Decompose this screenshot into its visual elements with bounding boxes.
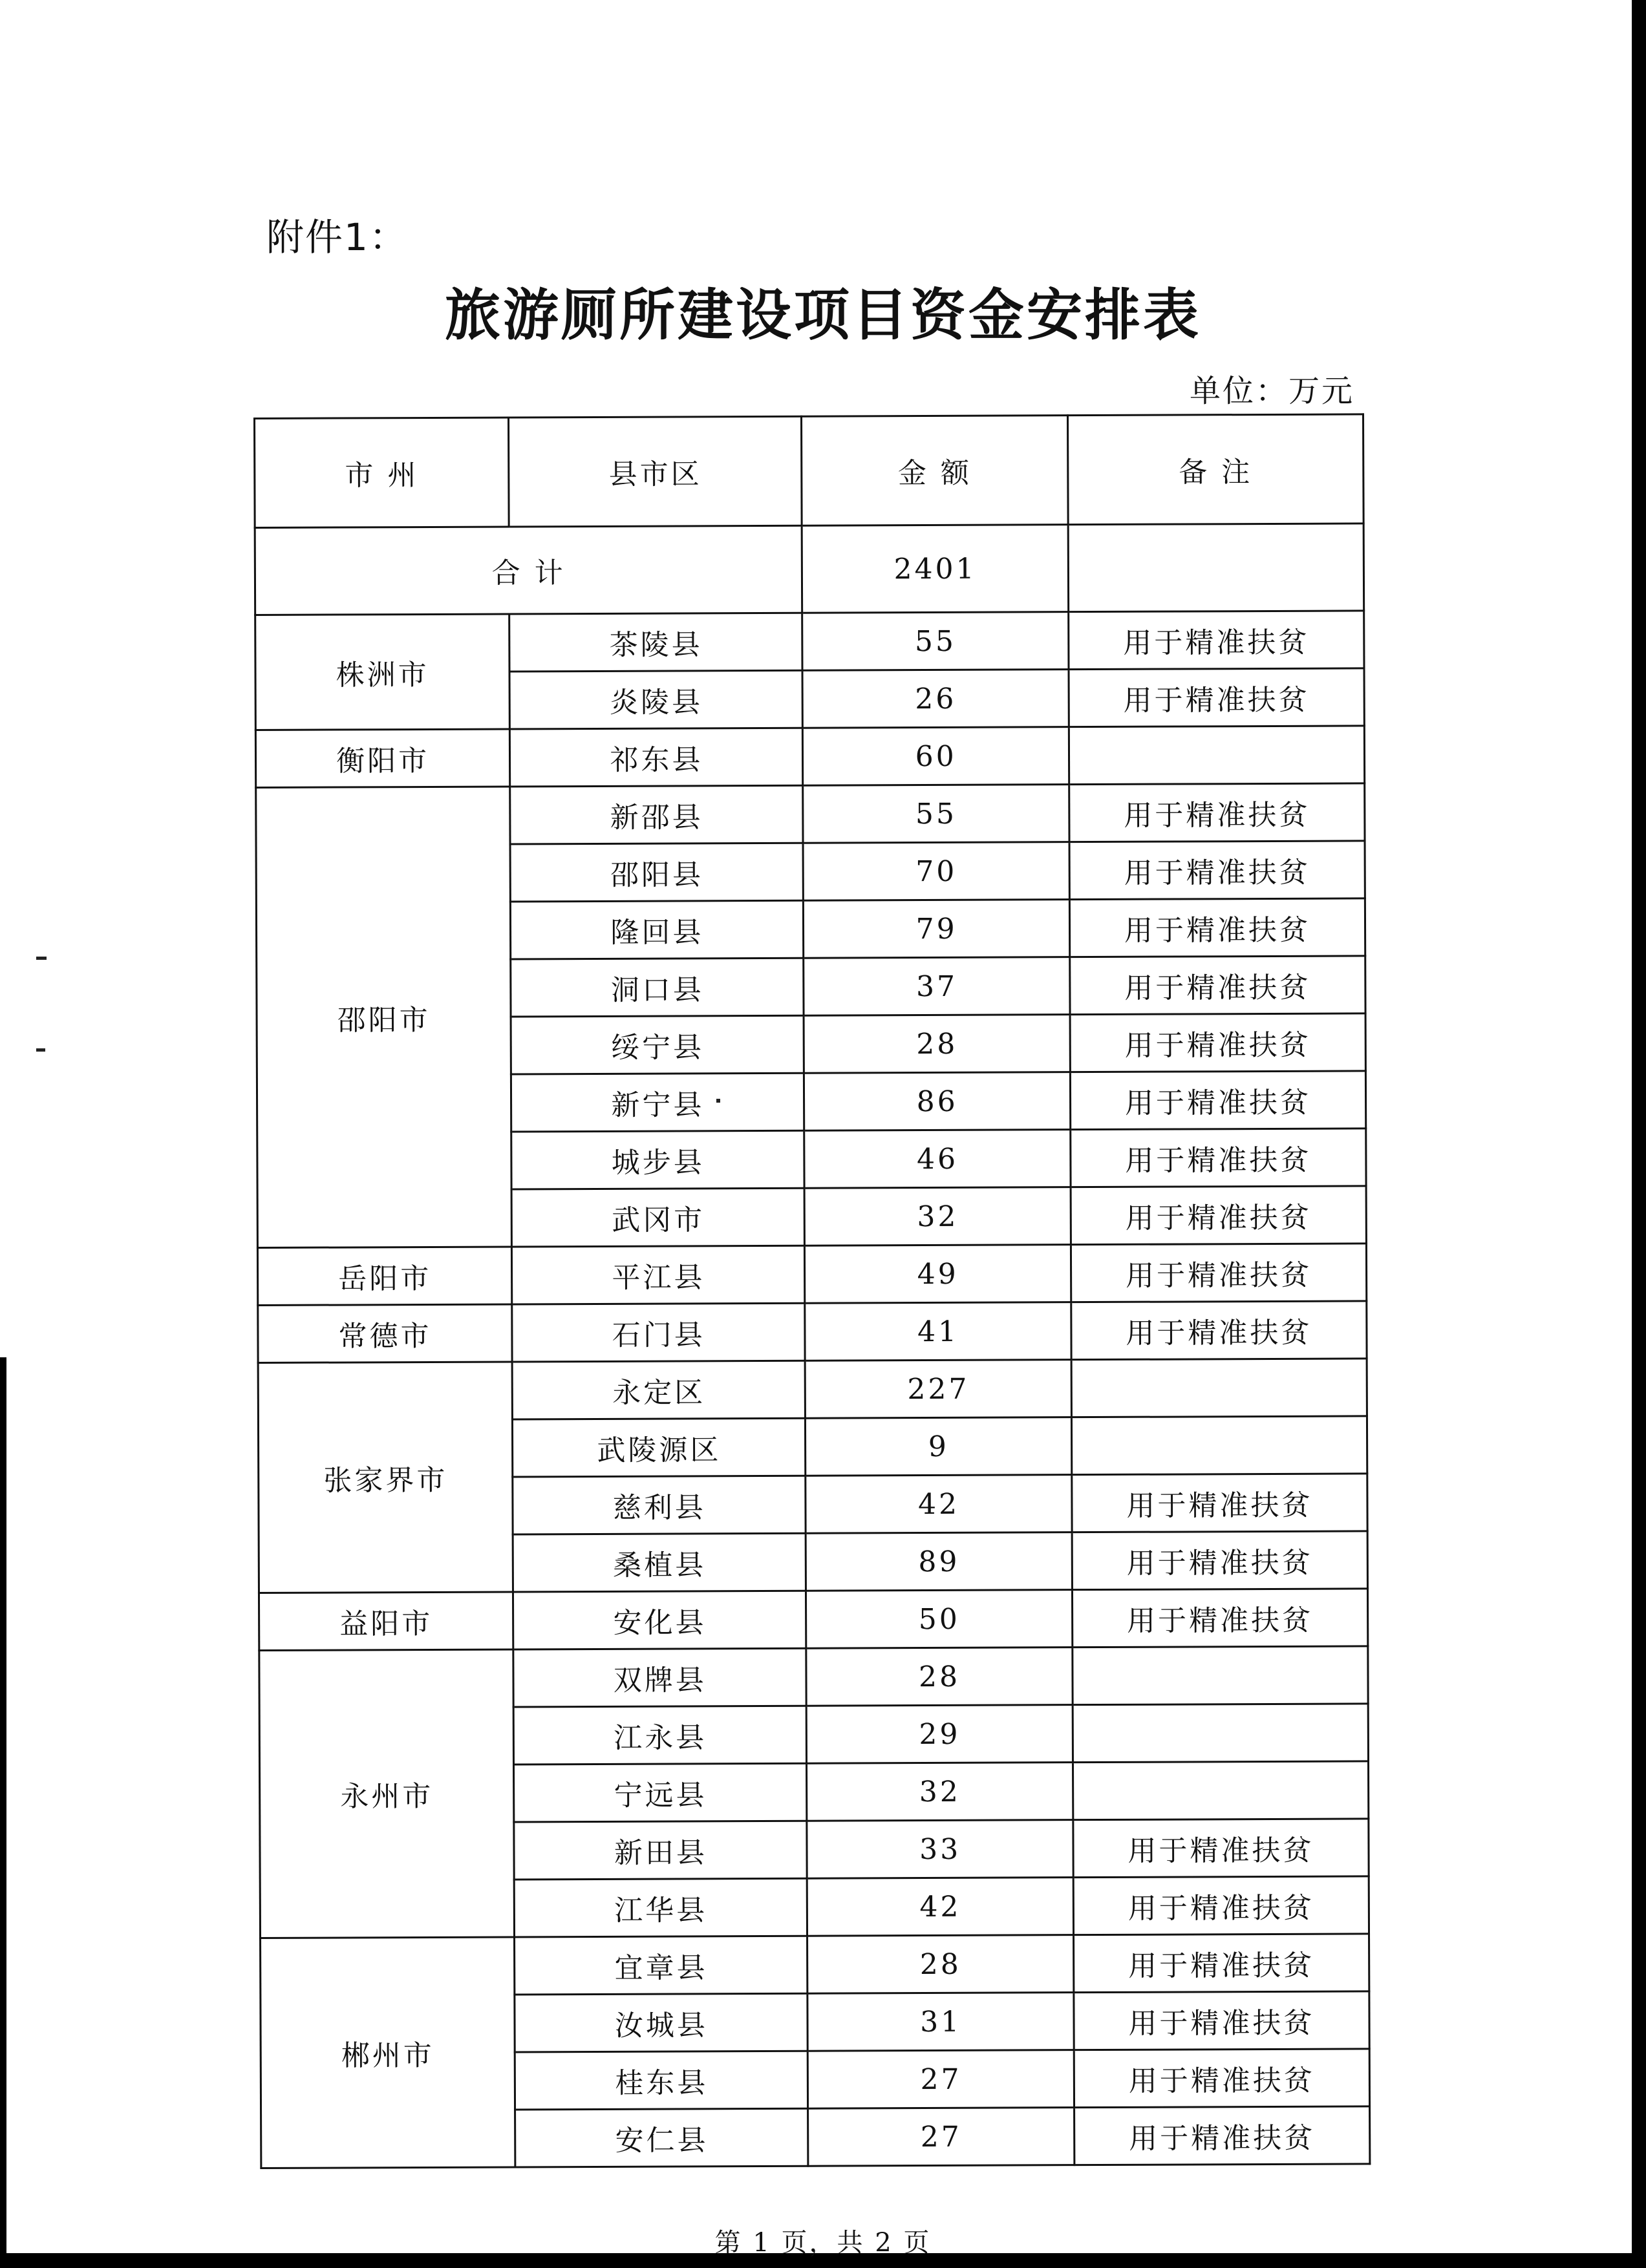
total-row — [255, 524, 1364, 615]
remark-cell: 用于精准扶贫 — [1070, 956, 1365, 1015]
table-row — [258, 1359, 1367, 1421]
amount-cell: 70 — [803, 842, 1069, 901]
amount-cell: 32 — [807, 1763, 1073, 1821]
amount-cell: 42 — [806, 1475, 1072, 1534]
remark-cell: 用于精准扶贫 — [1074, 1991, 1369, 2050]
amount-cell: 26 — [802, 670, 1069, 728]
amount-cell: 50 — [806, 1590, 1073, 1649]
remark-cell — [1071, 1416, 1367, 1475]
amount-cell: 79 — [804, 900, 1070, 959]
county-cell: 桂东县 — [515, 2051, 807, 2110]
header-remark: 备 注 — [1067, 414, 1363, 525]
remark-cell: 用于精准扶贫 — [1072, 1531, 1367, 1590]
table-row — [258, 1301, 1367, 1363]
city-cell: 邵阳市 — [256, 787, 512, 1248]
city-cell: 岳阳市 — [257, 1247, 512, 1306]
county-cell: 安化县 — [513, 1591, 806, 1649]
city-cell: 株洲市 — [255, 614, 510, 730]
remark-cell: 用于精准扶贫 — [1072, 1474, 1367, 1532]
remark-cell: 用于精准扶贫 — [1069, 841, 1365, 900]
county-cell: 隆回县 — [511, 900, 804, 959]
remark-cell: 用于精准扶贫 — [1069, 898, 1365, 957]
remark-cell: 用于精准扶贫 — [1071, 1244, 1366, 1302]
county-cell: 茶陵县 — [509, 613, 802, 672]
county-cell: 宁远县 — [514, 1763, 807, 1822]
city-cell: 郴州市 — [261, 1937, 516, 2168]
amount-cell: 28 — [804, 1015, 1070, 1074]
remark-cell: 用于精准扶贫 — [1071, 1301, 1367, 1360]
document-title: 旅游厕所建设项目资金安排表 — [445, 282, 1201, 348]
amount-cell: 27 — [808, 2108, 1074, 2167]
county-cell: 江华县 — [514, 1878, 807, 1937]
header-county: 县市区 — [509, 416, 802, 527]
amount-cell: 49 — [805, 1245, 1071, 1304]
header-city: 市 州 — [255, 418, 509, 528]
scan-speck — [36, 957, 47, 960]
county-cell: 汝城县 — [515, 1993, 807, 2052]
remark-cell: 用于精准扶贫 — [1069, 668, 1364, 727]
county-cell: 桑植县 — [513, 1533, 806, 1592]
amount-cell: 41 — [805, 1302, 1071, 1361]
table-row — [259, 1646, 1368, 1708]
county-cell: 慈利县 — [513, 1476, 806, 1534]
remark-cell: 用于精准扶贫 — [1070, 1013, 1365, 1072]
county-cell: 新邵县 — [510, 785, 803, 844]
remark-cell: 用于精准扶贫 — [1073, 1819, 1369, 1878]
annex-label: 附件1： — [266, 215, 408, 259]
amount-cell: 42 — [807, 1878, 1074, 1936]
amount-cell: 33 — [807, 1820, 1073, 1879]
amount-cell: 31 — [807, 1993, 1074, 2051]
county-cell: 新宁县 — [511, 1073, 804, 1132]
table-row — [255, 726, 1364, 788]
remark-cell: 用于精准扶贫 — [1073, 1934, 1369, 1993]
county-cell: 平江县 — [512, 1245, 805, 1304]
remark-cell: 用于精准扶贫 — [1073, 1876, 1369, 1935]
amount-cell: 27 — [808, 2050, 1074, 2109]
amount-cell: 46 — [804, 1130, 1071, 1189]
amount-cell: 9 — [806, 1417, 1072, 1476]
amount-cell: 32 — [805, 1187, 1071, 1246]
city-cell: 常德市 — [258, 1304, 513, 1363]
remark-cell: 用于精准扶贫 — [1071, 1186, 1366, 1245]
amount-cell: 60 — [803, 727, 1069, 786]
county-cell: 绥宁县 — [511, 1015, 804, 1074]
remark-cell: 用于精准扶贫 — [1072, 1589, 1367, 1648]
table-header-row — [255, 414, 1364, 528]
amount-cell: 227 — [806, 1360, 1072, 1419]
county-cell: 洞口县 — [511, 958, 804, 1017]
unit-note: 单位：万元 — [1190, 373, 1355, 409]
county-cell: 武陵源区 — [513, 1418, 806, 1477]
table-row — [257, 1244, 1366, 1306]
scan-border-left — [0, 1357, 6, 2253]
table-row — [259, 1589, 1367, 1651]
table-row — [261, 1934, 1369, 1996]
amount-cell: 55 — [802, 612, 1069, 671]
amount-cell: 28 — [806, 1648, 1073, 1706]
city-cell: 衡阳市 — [255, 729, 510, 788]
remark-cell — [1073, 1761, 1368, 1820]
remark-cell: 用于精准扶贫 — [1069, 783, 1365, 842]
city-cell: 益阳市 — [259, 1592, 513, 1651]
county-cell: 宜章县 — [515, 1936, 807, 1995]
remark-cell — [1073, 1704, 1368, 1763]
table-row — [256, 783, 1365, 845]
city-cell: 永州市 — [259, 1649, 515, 1938]
scan-speck — [36, 1048, 45, 1052]
county-cell: 新田县 — [514, 1821, 807, 1880]
total-label: 合 计 — [255, 525, 802, 615]
page-footer: 第 1 页，共 2 页 — [714, 2228, 932, 2258]
county-cell: 邵阳县 — [510, 843, 803, 902]
county-cell: 石门县 — [512, 1303, 805, 1362]
amount-cell: 29 — [807, 1705, 1073, 1764]
table-row — [255, 611, 1364, 673]
remark-cell — [1069, 726, 1364, 785]
total-remark — [1068, 524, 1364, 612]
amount-cell: 55 — [803, 785, 1069, 843]
county-cell: 祁东县 — [510, 728, 803, 787]
remark-cell: 用于精准扶贫 — [1070, 1071, 1365, 1130]
total-amount: 2401 — [802, 525, 1069, 613]
city-cell: 张家界市 — [258, 1362, 513, 1593]
header-amount: 金 额 — [802, 416, 1068, 526]
amount-cell: 37 — [804, 957, 1070, 1016]
county-cell: 江永县 — [513, 1706, 806, 1765]
county-cell: 炎陵县 — [509, 670, 802, 729]
amount-cell: 89 — [806, 1532, 1073, 1591]
county-cell: 永定区 — [512, 1361, 805, 1419]
county-cell: 安仁县 — [515, 2108, 808, 2167]
funding-table — [253, 413, 1371, 2169]
amount-cell: 28 — [807, 1935, 1074, 1994]
remark-cell: 用于精准扶贫 — [1069, 611, 1364, 670]
county-cell: 城步县 — [511, 1130, 804, 1189]
remark-cell: 用于精准扶贫 — [1074, 2049, 1369, 2108]
county-cell: 武冈市 — [511, 1188, 804, 1247]
remark-cell — [1071, 1359, 1367, 1417]
remark-cell: 用于精准扶贫 — [1074, 2106, 1369, 2165]
amount-cell: 86 — [804, 1072, 1071, 1131]
remark-cell: 用于精准扶贫 — [1071, 1129, 1366, 1187]
county-cell: 双牌县 — [513, 1648, 806, 1707]
remark-cell — [1073, 1646, 1368, 1705]
